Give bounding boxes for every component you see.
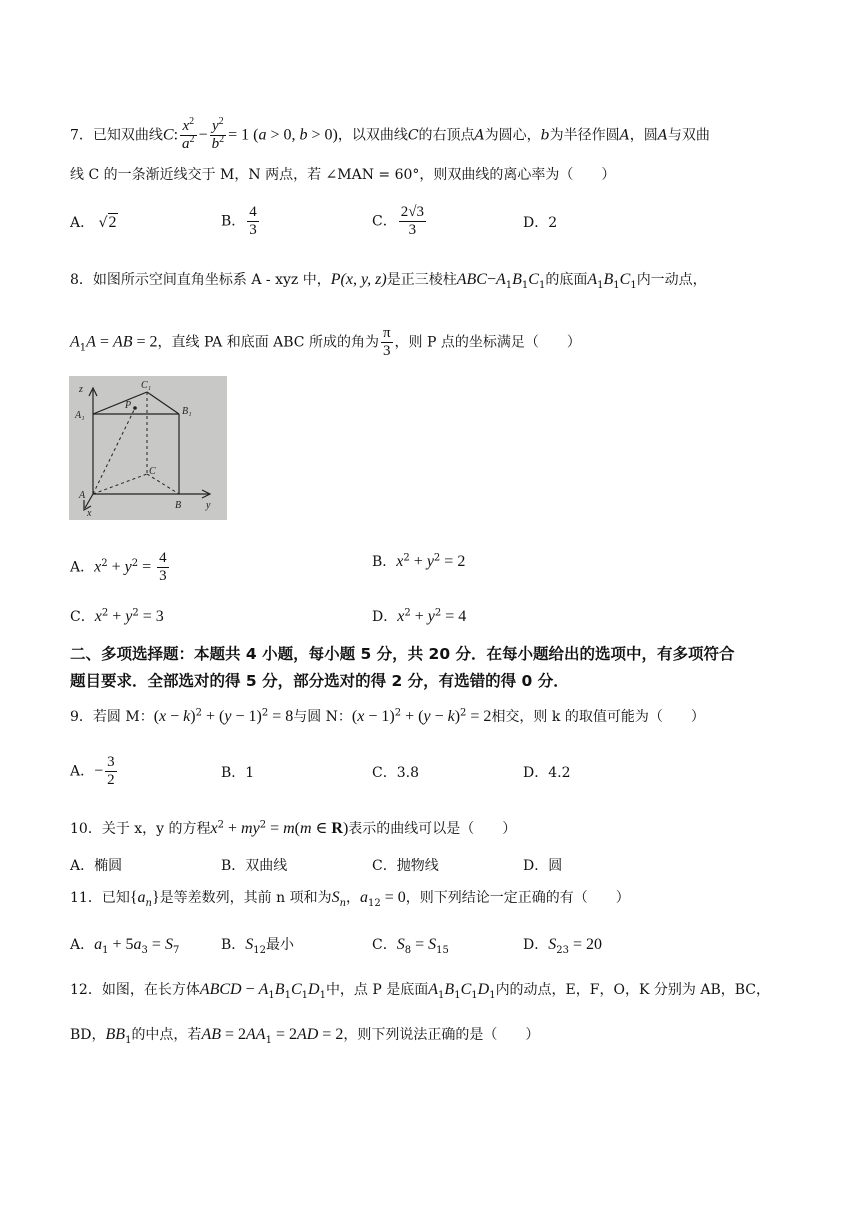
q10-option-a: A．椭圆	[70, 858, 123, 874]
label-p: P	[125, 400, 132, 411]
q10-stem: 10．关于 x，y 的方程$x^2 + my^2 = m(m$ ∈ R)表示的曲线可以是（ ）	[70, 819, 517, 837]
label-c1: C₁	[141, 380, 152, 391]
q7-option-d: D．2	[523, 215, 558, 231]
q10-option-d: D．圆	[523, 858, 563, 874]
q11-stem: 11．已知$\{a_n\}$是等差数列，其前 n 项和为$S_n$，$a_{12} = 0$，则下列结论一定正确的有（ ）	[70, 889, 630, 909]
q11-option-d: D．$S_{23} = 20$	[523, 936, 602, 956]
q8-option-a: A．$x^2 + y^2$ = $\frac{4}{3}$	[70, 550, 167, 584]
prism-diagram	[69, 376, 227, 520]
q7-stem-line2: 线 C 的一条渐近线交于 M，N 两点，若 ∠MAN = 60°，则双曲线的离心率为（ ）	[70, 167, 616, 183]
q9-option-d: D．4.2	[523, 765, 571, 781]
label-z: z	[79, 384, 83, 395]
q7-option-b: B． $\frac{4}{3}$	[221, 204, 257, 238]
q11-option-a: A．$a_1 + 5a_3 = S_7$	[70, 936, 180, 956]
label-x: x	[87, 508, 92, 519]
q9-stem: 9．若圆 M：$(x - k)^2 + (y - 1)^2 = 8$与圆 N：$(x - 1)^2 + (y - k)^2 = 2$相交，则 k 的取值可能为（ ）	[70, 707, 705, 725]
q7-formula: C	[162, 126, 174, 144]
label-c: C	[149, 466, 156, 477]
q10-option-c: C．抛物线	[372, 858, 439, 874]
q8-stem-line1: 8．如图所示空间直角坐标系 A - xyz 中，P(x, y, z)是正三棱柱$ABC-A_1B_1C_1$的底面$A_1B_1C_1$内一动点，	[70, 271, 707, 291]
q7-fraction-y: $\frac{y^2}{b^2}$	[211, 116, 225, 152]
q8-stem-line2: $A_1A$ = AB = 2，直线 PA 和底面 ABC 所成的角为 $\frac{\pi}{3}$ ，则 P 点的坐标满足（ ）	[70, 325, 581, 359]
q7-fraction-x: $\frac{x^2}{a^2}$	[182, 116, 195, 152]
label-b: B	[175, 500, 182, 511]
q7-stem-line1: 7．已知双曲线C: $\frac{x^2}{a^2}$ − $\frac{y^2}{b^2}$ = 1 (a > 0, b > 0)，以双曲线C的右顶点A为圆心，b为半径作圆A，圆A与双曲	[70, 116, 710, 152]
q7-option-c: C． $\frac{2√3}{3}$	[372, 204, 424, 238]
q8-option-c: C．$x^2 + y^2 = 3$	[70, 607, 164, 625]
q12-stem-line2: BD，$BB_1$的中点，若AB = $2AA_1 = 2AD = 2$，则下列说法正确的是（ ）	[70, 1026, 540, 1046]
label-a: A	[79, 490, 86, 501]
q10-option-b: B．双曲线	[221, 858, 288, 874]
q7-stem-text: 7．已知双曲线	[70, 127, 163, 144]
q8-option-b: B．$x^2 + y^2 = 2$	[372, 552, 466, 570]
point-p	[133, 406, 137, 410]
q9-option-a: A．− $\frac{3}{2}$	[70, 754, 115, 788]
label-y: y	[206, 500, 211, 511]
q12-stem-line1: 12．如图，在长方体ABCD − $A_1B_1C_1D_1$中，点 P 是底面$A_1B_1C_1D_1$内的动点，E，F，O，K 分别为 AB，BC，	[70, 981, 770, 1001]
q11-option-c: C．$S_8 = S_{15}$	[372, 936, 449, 956]
label-b1: B₁	[182, 406, 192, 417]
q11-option-b: B．$S_{12}$最小	[221, 936, 295, 956]
label-a1: A₁	[75, 410, 85, 421]
section-2-heading: 二、多项选择题：本题共 4 小题，每小题 5 分，共 20 分．在每小题给出的选项中，有多项符合 题目要求．全部选对的得 5 分，部分选对的得 2 分，有选错的得 0 分．	[70, 645, 735, 690]
q8-option-d: D．$x^2 + y^2 = 4$	[372, 607, 467, 625]
q7-option-a: A． √2	[70, 214, 117, 231]
q9-option-c: C．3.8	[372, 765, 419, 781]
q9-option-b: B．1	[221, 765, 255, 781]
prism-figure	[69, 376, 227, 520]
